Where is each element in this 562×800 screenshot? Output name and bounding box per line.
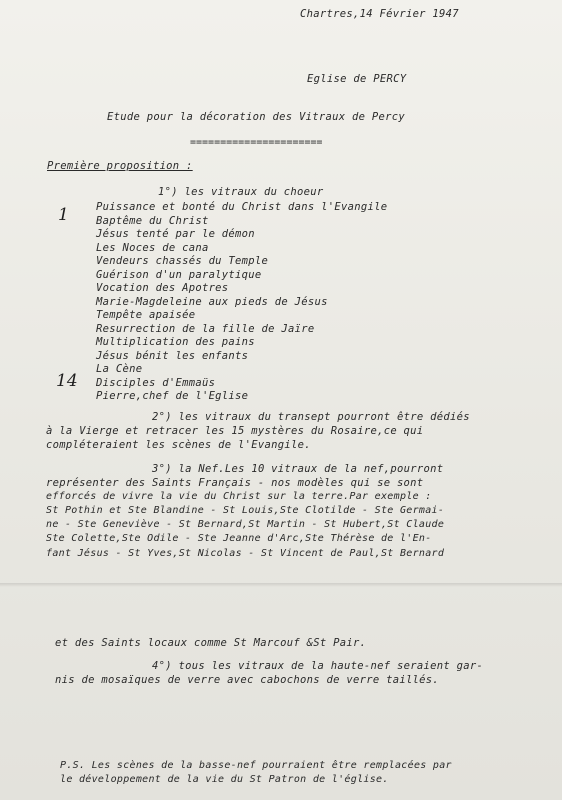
separator-line: ====================== xyxy=(190,137,323,148)
postscript-line: P.S. Les scènes de la basse-nef pourraient être remplacées par xyxy=(60,760,452,771)
list-item: Marie-Magdeleine aux pieds de Jésus xyxy=(96,295,328,308)
list-item: Tempête apaisée xyxy=(96,309,196,321)
paragraph-line: à la Vierge et retracer les 15 mystères du Rosaire,ce qui xyxy=(46,425,424,437)
paragraph-line: Ste Colette,Ste Odile - Ste Jeanne d'Arc,Ste Thérèse de l'En- xyxy=(46,533,432,544)
margin-mark-last: 14 xyxy=(56,371,78,391)
list-item: Puissance et bonté du Christ dans l'Evangile xyxy=(96,201,388,213)
list-item: Pierre,chef de l'Eglise xyxy=(96,390,249,402)
paragraph-line: compléteraient les scènes de l'Evangile. xyxy=(46,439,311,451)
list-item: Vendeurs chassés du Temple xyxy=(96,255,269,267)
paragraph-line: fant Jésus - St Yves,St Nicolas - St Vincent de Paul,St Bernard xyxy=(46,548,445,559)
list-item: La Cène xyxy=(96,363,143,375)
subject-line: Etude pour la décoration des Vitraux de Percy xyxy=(107,111,405,123)
paragraph-line: ne - Ste Geneviève - St Bernard,St Martin - St Hubert,St Claude xyxy=(46,519,445,530)
section-1-heading: 1°) les vitraux du choeur xyxy=(158,186,324,198)
list-item: Guérison d'un paralytique xyxy=(96,268,262,281)
margin-mark-first: 1 xyxy=(58,205,69,225)
list-item: Les Noces de cana xyxy=(96,241,209,254)
list-item: Jésus tenté par le démon xyxy=(96,228,255,240)
paragraph-line: 4°) tous les vitraux de la haute-nef seraient gar- xyxy=(152,660,484,672)
paragraph-line: représenter des Saints Français - nos modèles qui se sont xyxy=(46,477,424,489)
paragraph-line: efforcés de vivre la vie du Christ sur la terre.Par exemple : xyxy=(46,491,432,502)
saints-continuation: et des Saints locaux comme St Marcouf &St Pair. xyxy=(55,637,367,649)
paper-fold xyxy=(0,583,562,587)
list-item: Vocation des Apotres xyxy=(96,282,229,294)
paragraph-line: nis de mosaïques de verre avec cabochons de verre taillés. xyxy=(55,674,440,686)
paragraph-line: 3°) la Nef.Les 10 vitraux de la nef,pourront xyxy=(152,463,444,475)
paragraph-line: St Pothin et Ste Blandine - St Louis,Ste Clotilde - Ste Germai- xyxy=(46,505,445,516)
postscript-line: le développement de la vie du St Patron de l'église. xyxy=(60,774,389,785)
church-name: Eglise de PERCY xyxy=(307,73,407,85)
paragraph-line: 2°) les vitraux du transept pourront être dédiés xyxy=(152,411,470,423)
list-item: Disciples d'Emmaüs xyxy=(96,376,216,389)
list-item: Baptême du Christ xyxy=(96,214,209,227)
list-item: Resurrection de la fille de Jaïre xyxy=(96,322,315,335)
date-line: Chartres,14 Février 1947 xyxy=(300,8,459,20)
list-item: Jésus bénit les enfants xyxy=(96,349,249,362)
list-item: Multiplication des pains xyxy=(96,336,255,348)
proposal-heading: Première proposition : xyxy=(47,160,193,172)
